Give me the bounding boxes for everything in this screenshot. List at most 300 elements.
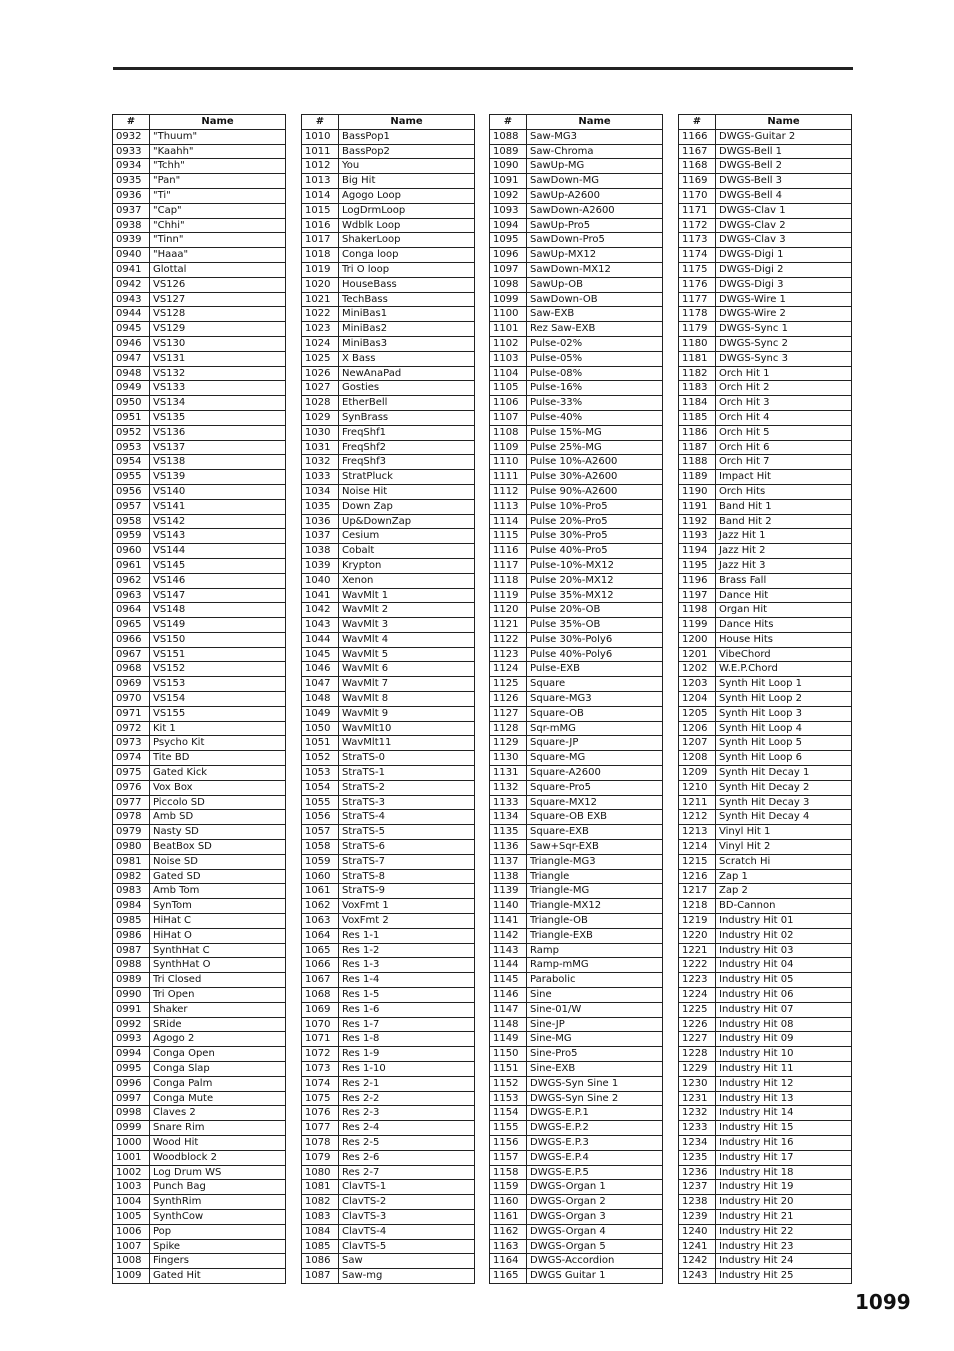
- entry-name: Res 1-6: [339, 1002, 475, 1017]
- table-row: [490, 1106, 663, 1121]
- table-row: [490, 440, 663, 455]
- entry-number: 1045: [302, 647, 339, 662]
- table-row: [302, 425, 475, 440]
- entry-name: Sine-JP: [527, 1017, 663, 1032]
- entry-name: VS138: [150, 455, 286, 470]
- entry-name: Res 2-2: [339, 1091, 475, 1106]
- entry-name: Synth Hit Loop 4: [716, 721, 852, 736]
- entry-number: 1138: [490, 869, 527, 884]
- entry-name: VS143: [150, 529, 286, 544]
- entry-number: 1079: [302, 1150, 339, 1165]
- table-row: [490, 366, 663, 381]
- entry-number: 1104: [490, 366, 527, 381]
- entry-number: 1176: [679, 277, 716, 292]
- entry-name: Jazz Hit 1: [716, 529, 852, 544]
- entry-number: 1172: [679, 218, 716, 233]
- entry-number: 1189: [679, 470, 716, 485]
- table-row: [490, 884, 663, 899]
- entry-name: Cesium: [339, 529, 475, 544]
- entry-name: WavMlt 7: [339, 677, 475, 692]
- entry-name: Pulse-33%: [527, 396, 663, 411]
- table-row: [113, 307, 286, 322]
- entry-number: 0942: [113, 277, 150, 292]
- entry-number: 1235: [679, 1150, 716, 1165]
- entry-number: 1058: [302, 840, 339, 855]
- entry-name: Fingers: [150, 1254, 286, 1269]
- entry-number: 1147: [490, 1002, 527, 1017]
- entry-number: 1100: [490, 307, 527, 322]
- table-row: [113, 943, 286, 958]
- table-row: [679, 1224, 852, 1239]
- table-row: [490, 410, 663, 425]
- entry-name: W.E.P.Chord: [716, 662, 852, 677]
- entry-number: 1091: [490, 174, 527, 189]
- table-row: [679, 410, 852, 425]
- entry-number: 1214: [679, 840, 716, 855]
- entry-name: X Bass: [339, 351, 475, 366]
- entry-number: 1060: [302, 869, 339, 884]
- table-row: [679, 603, 852, 618]
- entry-name: Conga Slap: [150, 1062, 286, 1077]
- table-row: [679, 233, 852, 248]
- table-row: [113, 988, 286, 1003]
- index-table: [301, 114, 475, 1284]
- entry-name: Pulse 40%-Poly6: [527, 647, 663, 662]
- entry-name: Xenon: [339, 573, 475, 588]
- table-row: [302, 736, 475, 751]
- entry-number: 1032: [302, 455, 339, 470]
- entry-number: 1195: [679, 558, 716, 573]
- entry-name: HiHat C: [150, 914, 286, 929]
- entry-name: Vinyl Hit 1: [716, 825, 852, 840]
- index-column-4: [678, 114, 852, 1284]
- entry-name: Pulse-02%: [527, 336, 663, 351]
- entry-name: VS128: [150, 307, 286, 322]
- table-row: [302, 1180, 475, 1195]
- table-row: [679, 514, 852, 529]
- entry-number: 1166: [679, 129, 716, 144]
- entry-number: 0954: [113, 455, 150, 470]
- entry-number: 1120: [490, 603, 527, 618]
- table-row: [490, 928, 663, 943]
- entry-name: "Ti": [150, 188, 286, 203]
- entry-name: Synth Hit Decay 4: [716, 810, 852, 825]
- entry-number: 0955: [113, 470, 150, 485]
- entry-name: Pulse 40%-Pro5: [527, 544, 663, 559]
- table-row: [679, 721, 852, 736]
- entry-name: Sine-MG: [527, 1032, 663, 1047]
- header-number: #: [490, 115, 527, 130]
- entry-number: 1225: [679, 1002, 716, 1017]
- table-row: [113, 529, 286, 544]
- entry-number: 1185: [679, 410, 716, 425]
- table-row: [490, 810, 663, 825]
- entry-number: 1131: [490, 766, 527, 781]
- entry-name: Orch Hit 4: [716, 410, 852, 425]
- entry-number: 1190: [679, 484, 716, 499]
- entry-name: DWGS-E.P.5: [527, 1165, 663, 1180]
- entry-name: Pulse 35%-OB: [527, 618, 663, 633]
- entry-number: 1097: [490, 262, 527, 277]
- entry-name: VS127: [150, 292, 286, 307]
- table-row: [679, 780, 852, 795]
- table-row: [302, 188, 475, 203]
- entry-name: DWGS-Bell 1: [716, 144, 852, 159]
- entry-name: Triangle-OB: [527, 914, 663, 929]
- entry-name: Synth Hit Decay 2: [716, 780, 852, 795]
- table-row: [679, 203, 852, 218]
- entry-number: 0966: [113, 632, 150, 647]
- entry-number: 1013: [302, 174, 339, 189]
- entry-name: Res 2-1: [339, 1076, 475, 1091]
- entry-number: 0986: [113, 928, 150, 943]
- table-row: [302, 884, 475, 899]
- entry-name: MiniBas2: [339, 322, 475, 337]
- entry-name: Conga Mute: [150, 1091, 286, 1106]
- table-row: [302, 159, 475, 174]
- entry-number: 1015: [302, 203, 339, 218]
- table-row: [113, 455, 286, 470]
- entry-number: 1109: [490, 440, 527, 455]
- entry-name: Industry Hit 25: [716, 1269, 852, 1284]
- entry-name: Triangle-EXB: [527, 928, 663, 943]
- entry-number: 1080: [302, 1165, 339, 1180]
- entry-number: 1040: [302, 573, 339, 588]
- entry-name: DWGS-E.P.1: [527, 1106, 663, 1121]
- entry-name: Nasty SD: [150, 825, 286, 840]
- entry-name: Pulse 30%-A2600: [527, 470, 663, 485]
- entry-name: DWGS-E.P.2: [527, 1121, 663, 1136]
- entry-number: 1209: [679, 766, 716, 781]
- entry-name: VS149: [150, 618, 286, 633]
- entry-number: 1064: [302, 928, 339, 943]
- table-row: [679, 129, 852, 144]
- entry-name: Res 1-9: [339, 1047, 475, 1062]
- table-row: [679, 499, 852, 514]
- entry-name: Square-MG3: [527, 692, 663, 707]
- table-row: [490, 1091, 663, 1106]
- entry-name: Orch Hit 1: [716, 366, 852, 381]
- table-row: [113, 499, 286, 514]
- entry-number: 1143: [490, 943, 527, 958]
- table-row: [113, 174, 286, 189]
- entry-number: 1223: [679, 973, 716, 988]
- table-row: [302, 248, 475, 263]
- entry-number: 1115: [490, 529, 527, 544]
- entry-number: 1005: [113, 1209, 150, 1224]
- entry-name: Amb SD: [150, 810, 286, 825]
- entry-name: Psycho Kit: [150, 736, 286, 751]
- entry-number: 1037: [302, 529, 339, 544]
- entry-name: DWGS-Sync 3: [716, 351, 852, 366]
- entry-name: Krypton: [339, 558, 475, 573]
- entry-name: Industry Hit 08: [716, 1017, 852, 1032]
- entry-name: DWGS-Wire 2: [716, 307, 852, 322]
- entry-number: 1028: [302, 396, 339, 411]
- entry-name: DWGS-Digi 2: [716, 262, 852, 277]
- entry-number: 1012: [302, 159, 339, 174]
- table-row: [302, 410, 475, 425]
- entry-number: 1134: [490, 810, 527, 825]
- entry-name: WavMlt 1: [339, 588, 475, 603]
- entry-name: Pulse-05%: [527, 351, 663, 366]
- table-row: [113, 292, 286, 307]
- table-row: [490, 988, 663, 1003]
- table-row: [490, 736, 663, 751]
- entry-number: 1074: [302, 1076, 339, 1091]
- entry-number: 1090: [490, 159, 527, 174]
- header-number: #: [679, 115, 716, 130]
- entry-name: Saw+Sqr-EXB: [527, 840, 663, 855]
- entry-number: 1031: [302, 440, 339, 455]
- table-row: [113, 218, 286, 233]
- entry-name: Zap 2: [716, 884, 852, 899]
- entry-number: 1125: [490, 677, 527, 692]
- entry-number: 0988: [113, 958, 150, 973]
- entry-name: Res 1-4: [339, 973, 475, 988]
- entry-number: 1137: [490, 854, 527, 869]
- table-row: [490, 1150, 663, 1165]
- entry-number: 1153: [490, 1091, 527, 1106]
- entry-name: Triangle-MX12: [527, 899, 663, 914]
- entry-name: Industry Hit 10: [716, 1047, 852, 1062]
- table-row: [113, 1239, 286, 1254]
- table-row: [679, 588, 852, 603]
- table-row: [679, 248, 852, 263]
- entry-name: DWGS-Syn Sine 1: [527, 1076, 663, 1091]
- entry-name: Saw-mg: [339, 1269, 475, 1284]
- table-row: [490, 188, 663, 203]
- entry-number: 0991: [113, 1002, 150, 1017]
- entry-name: BeatBox SD: [150, 840, 286, 855]
- entry-name: Cobalt: [339, 544, 475, 559]
- entry-name: Pulse-16%: [527, 381, 663, 396]
- entry-name: VS154: [150, 692, 286, 707]
- entry-number: 0973: [113, 736, 150, 751]
- entry-name: Zap 1: [716, 869, 852, 884]
- entry-name: VS135: [150, 410, 286, 425]
- entry-name: Down Zap: [339, 499, 475, 514]
- entry-name: "Tchh": [150, 159, 286, 174]
- entry-number: 1124: [490, 662, 527, 677]
- entry-number: 1067: [302, 973, 339, 988]
- entry-number: 1101: [490, 322, 527, 337]
- header-number: #: [302, 115, 339, 130]
- table-row: [302, 869, 475, 884]
- table-row: [302, 1269, 475, 1284]
- table-row: [302, 780, 475, 795]
- table-row: [302, 1002, 475, 1017]
- table-row: [490, 1017, 663, 1032]
- table-row: [679, 1269, 852, 1284]
- entry-name: Pulse-10%-MX12: [527, 558, 663, 573]
- entry-name: Pulse 20%-Pro5: [527, 514, 663, 529]
- entry-number: 0975: [113, 766, 150, 781]
- table-row: [113, 677, 286, 692]
- entry-number: 1149: [490, 1032, 527, 1047]
- entry-name: Jazz Hit 2: [716, 544, 852, 559]
- entry-name: DWGS-Guitar 2: [716, 129, 852, 144]
- entry-name: DWGS Guitar 1: [527, 1269, 663, 1284]
- entry-name: SawDown-A2600: [527, 203, 663, 218]
- entry-name: DWGS-Sync 1: [716, 322, 852, 337]
- entry-number: 1217: [679, 884, 716, 899]
- entry-number: 0952: [113, 425, 150, 440]
- entry-number: 1056: [302, 810, 339, 825]
- table-row: [679, 1032, 852, 1047]
- entry-name: Conga Open: [150, 1047, 286, 1062]
- table-row: [490, 351, 663, 366]
- entry-number: 1041: [302, 588, 339, 603]
- entry-number: 1001: [113, 1150, 150, 1165]
- entry-name: Pulse 30%-Poly6: [527, 632, 663, 647]
- entry-number: 1193: [679, 529, 716, 544]
- page-number: 1099: [855, 1290, 911, 1314]
- entry-number: 1162: [490, 1224, 527, 1239]
- entry-name: Industry Hit 13: [716, 1091, 852, 1106]
- entry-name: Industry Hit 11: [716, 1062, 852, 1077]
- entry-name: Orch Hit 2: [716, 381, 852, 396]
- entry-name: Pulse 10%-A2600: [527, 455, 663, 470]
- entry-name: Square-OB: [527, 706, 663, 721]
- table-row: [113, 1062, 286, 1077]
- entry-number: 1142: [490, 928, 527, 943]
- entry-name: Pulse-08%: [527, 366, 663, 381]
- entry-name: VS140: [150, 484, 286, 499]
- entry-number: 1093: [490, 203, 527, 218]
- table-row: [113, 810, 286, 825]
- entry-number: 1170: [679, 188, 716, 203]
- entry-number: 1050: [302, 721, 339, 736]
- table-row: [113, 869, 286, 884]
- entry-name: DWGS-Clav 1: [716, 203, 852, 218]
- table-row: [490, 470, 663, 485]
- table-row: [113, 899, 286, 914]
- entry-name: DWGS-Organ 1: [527, 1180, 663, 1195]
- table-row: [679, 854, 852, 869]
- table-row: [302, 766, 475, 781]
- entry-name: EtherBell: [339, 396, 475, 411]
- entry-name: LogDrmLoop: [339, 203, 475, 218]
- entry-number: 1082: [302, 1195, 339, 1210]
- table-row: [490, 751, 663, 766]
- table-row: [113, 322, 286, 337]
- table-row: [490, 662, 663, 677]
- table-row: [302, 1209, 475, 1224]
- entry-name: ClavTS-3: [339, 1209, 475, 1224]
- entry-number: 1087: [302, 1269, 339, 1284]
- entry-number: 1007: [113, 1239, 150, 1254]
- entry-number: 1112: [490, 484, 527, 499]
- entry-number: 1141: [490, 914, 527, 929]
- table-row: [113, 973, 286, 988]
- entry-number: 1242: [679, 1254, 716, 1269]
- table-row: [302, 1017, 475, 1032]
- table-row: [302, 795, 475, 810]
- table-row: [113, 736, 286, 751]
- table-row: [302, 499, 475, 514]
- header-name: Name: [527, 115, 663, 130]
- table-row: [679, 1076, 852, 1091]
- entry-number: 0979: [113, 825, 150, 840]
- entry-name: Res 1-7: [339, 1017, 475, 1032]
- table-row: [490, 825, 663, 840]
- entry-number: 1234: [679, 1135, 716, 1150]
- table-row: [679, 544, 852, 559]
- entry-number: 0961: [113, 558, 150, 573]
- table-row: [302, 1135, 475, 1150]
- entry-name: Industry Hit 03: [716, 943, 852, 958]
- entry-number: 1184: [679, 396, 716, 411]
- entry-number: 1136: [490, 840, 527, 855]
- entry-name: VS148: [150, 603, 286, 618]
- entry-name: Ramp-mMG: [527, 958, 663, 973]
- entry-number: 1069: [302, 1002, 339, 1017]
- entry-name: "Thuum": [150, 129, 286, 144]
- entry-number: 1132: [490, 780, 527, 795]
- table-row: [113, 1017, 286, 1032]
- entry-number: 1156: [490, 1135, 527, 1150]
- table-row: [679, 144, 852, 159]
- entry-name: Wood Hit: [150, 1135, 286, 1150]
- table-row: [490, 869, 663, 884]
- table-row: [302, 470, 475, 485]
- entry-number: 1129: [490, 736, 527, 751]
- entry-number: 1222: [679, 958, 716, 973]
- table-row: [679, 869, 852, 884]
- table-row: [679, 825, 852, 840]
- table-row: [490, 899, 663, 914]
- entry-number: 1034: [302, 484, 339, 499]
- table-row: [113, 1269, 286, 1284]
- entry-name: Industry Hit 06: [716, 988, 852, 1003]
- entry-number: 1169: [679, 174, 716, 189]
- entry-name: DWGS-Organ 2: [527, 1195, 663, 1210]
- entry-number: 1061: [302, 884, 339, 899]
- entry-number: 1042: [302, 603, 339, 618]
- table-row: [113, 1091, 286, 1106]
- entry-number: 1128: [490, 721, 527, 736]
- table-row: [302, 928, 475, 943]
- entry-name: Res 2-7: [339, 1165, 475, 1180]
- table-row: [302, 366, 475, 381]
- entry-name: ClavTS-4: [339, 1224, 475, 1239]
- table-row: [490, 840, 663, 855]
- table-row: [679, 662, 852, 677]
- entry-number: 1221: [679, 943, 716, 958]
- entry-name: Industry Hit 20: [716, 1195, 852, 1210]
- table-row: [113, 514, 286, 529]
- entry-number: 1157: [490, 1150, 527, 1165]
- entry-name: StraTS-4: [339, 810, 475, 825]
- entry-name: FreqShf2: [339, 440, 475, 455]
- entry-name: Gated SD: [150, 869, 286, 884]
- entry-name: StraTS-3: [339, 795, 475, 810]
- entry-number: 1186: [679, 425, 716, 440]
- table-row: [113, 662, 286, 677]
- entry-name: Pulse 30%-Pro5: [527, 529, 663, 544]
- entry-number: 1150: [490, 1047, 527, 1062]
- entry-number: 1230: [679, 1076, 716, 1091]
- entry-number: 1004: [113, 1195, 150, 1210]
- entry-number: 1183: [679, 381, 716, 396]
- entry-number: 1240: [679, 1224, 716, 1239]
- table-row: [302, 455, 475, 470]
- entry-name: StratPluck: [339, 470, 475, 485]
- entry-name: "Haaa": [150, 248, 286, 263]
- entry-name: Industry Hit 18: [716, 1165, 852, 1180]
- entry-name: You: [339, 159, 475, 174]
